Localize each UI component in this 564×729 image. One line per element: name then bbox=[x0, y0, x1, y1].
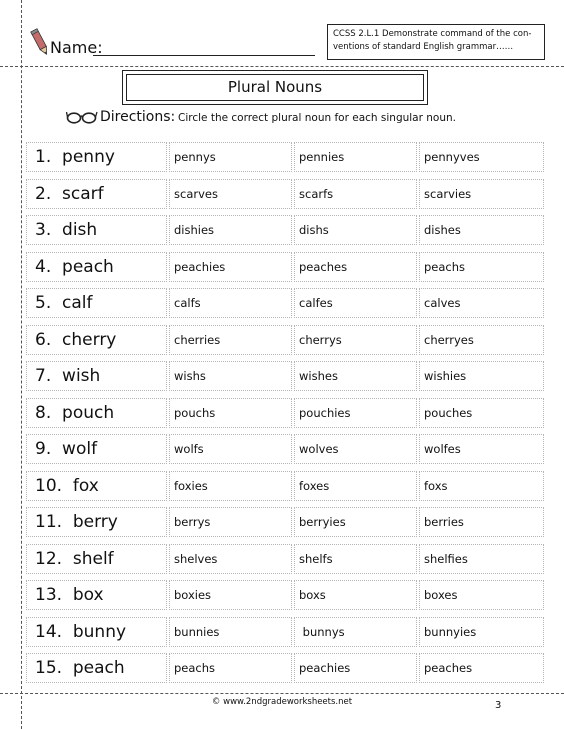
item-number: 2. bbox=[35, 183, 52, 204]
item-number: 7. bbox=[35, 366, 52, 386]
plural-choice-cell[interactable] bbox=[419, 142, 544, 172]
table-row bbox=[26, 650, 546, 687]
singular-noun-cell bbox=[26, 434, 167, 464]
table-row bbox=[26, 212, 546, 249]
plural-choice-cell[interactable] bbox=[169, 617, 292, 647]
plural-choice-cell[interactable] bbox=[294, 179, 417, 209]
plural-choice-cell[interactable] bbox=[419, 653, 544, 683]
bottom-cut-line bbox=[0, 693, 564, 694]
singular-noun-cell bbox=[26, 142, 167, 172]
top-cut-line bbox=[0, 66, 564, 67]
singular-noun-label bbox=[35, 622, 126, 642]
plural-choice-cell[interactable] bbox=[294, 398, 417, 428]
plural-choice[interactable]: foxes bbox=[299, 478, 330, 493]
singular-noun-label bbox=[35, 330, 116, 350]
plural-choice[interactable]: foxies bbox=[174, 478, 208, 493]
item-number: 9. bbox=[35, 439, 52, 459]
singular-noun: pouch bbox=[62, 402, 115, 423]
plural-choice-cell[interactable] bbox=[419, 617, 544, 647]
singular-noun-cell bbox=[26, 325, 167, 355]
plural-choice[interactable]: bunnys bbox=[299, 624, 345, 639]
plural-choice-cell[interactable] bbox=[294, 252, 417, 282]
plural-choice-cell[interactable] bbox=[419, 361, 544, 391]
item-number: 11. bbox=[35, 512, 63, 532]
ccss-standard-box bbox=[327, 24, 545, 60]
plural-choice-cell[interactable] bbox=[294, 471, 417, 501]
singular-noun-label bbox=[35, 512, 118, 532]
plural-choice[interactable]: calfs bbox=[174, 296, 201, 310]
singular-noun-cell bbox=[26, 544, 167, 574]
plural-choice[interactable]: wishs bbox=[174, 369, 206, 383]
plural-choice[interactable]: peaches bbox=[299, 259, 348, 274]
plural-choice[interactable]: scarvies bbox=[424, 186, 472, 201]
item-number: 8. bbox=[35, 402, 52, 423]
singular-noun-cell bbox=[26, 361, 167, 391]
singular-noun-label bbox=[35, 147, 115, 167]
plural-choice[interactable]: wishies bbox=[424, 369, 467, 383]
plural-choice[interactable]: bunnyies bbox=[424, 624, 477, 639]
plural-choice[interactable]: wishes bbox=[299, 369, 338, 383]
plural-choice[interactable]: boxes bbox=[424, 588, 458, 602]
plural-choice-cell[interactable] bbox=[419, 471, 544, 501]
plural-choice[interactable]: boxs bbox=[299, 588, 326, 602]
plural-choice[interactable]: wolfes bbox=[424, 442, 461, 456]
plural-choice[interactable]: berrys bbox=[174, 515, 211, 529]
item-number: 4. bbox=[35, 256, 52, 277]
plural-choice[interactable]: dishs bbox=[299, 223, 329, 237]
plural-choice-cell[interactable] bbox=[294, 288, 417, 318]
singular-noun: scarf bbox=[62, 183, 104, 204]
item-number: 13. bbox=[35, 585, 63, 605]
website-footer: © www.2ndgradeworksheets.net bbox=[211, 697, 353, 707]
item-number: 10. bbox=[35, 475, 63, 496]
plural-choice-cell[interactable] bbox=[294, 361, 417, 391]
table-row bbox=[26, 431, 546, 468]
plural-choice[interactable]: pouchies bbox=[299, 405, 351, 420]
singular-noun-cell bbox=[26, 580, 167, 610]
ccss-line-1: CCSS 2.L.1 Demonstrate command of the con- bbox=[333, 29, 532, 39]
singular-noun-cell bbox=[26, 617, 167, 647]
plural-choice-cell[interactable] bbox=[169, 252, 292, 282]
plural-choice[interactable]: bunnies bbox=[174, 624, 220, 639]
plural-choice[interactable]: scarves bbox=[174, 186, 218, 201]
item-number: 3. bbox=[35, 220, 52, 240]
table-row bbox=[26, 322, 546, 359]
singular-noun: penny bbox=[62, 147, 115, 167]
table-row bbox=[26, 614, 546, 651]
singular-noun-label bbox=[35, 184, 104, 204]
plural-choice[interactable]: dishies bbox=[174, 223, 215, 237]
page-number: 3 bbox=[495, 700, 502, 711]
title-box bbox=[122, 70, 428, 105]
plural-choice-cell[interactable] bbox=[169, 580, 292, 610]
singular-noun: dish bbox=[62, 220, 98, 240]
plural-choice[interactable]: wolfs bbox=[174, 442, 204, 456]
singular-noun: peach bbox=[72, 658, 125, 678]
plural-choice-cell[interactable] bbox=[294, 325, 417, 355]
plural-choice-cell[interactable] bbox=[419, 507, 544, 537]
singular-noun-label bbox=[35, 403, 114, 423]
singular-noun-label bbox=[35, 585, 104, 605]
plural-choice-cell[interactable] bbox=[169, 507, 292, 537]
singular-noun: bunny bbox=[72, 621, 127, 642]
singular-noun-cell bbox=[26, 215, 167, 245]
plural-choice[interactable]: calfes bbox=[299, 296, 333, 310]
item-number: 1. bbox=[35, 147, 52, 167]
plural-choice-cell[interactable] bbox=[169, 653, 292, 683]
glasses-icon bbox=[66, 110, 98, 124]
singular-noun: wolf bbox=[62, 439, 98, 459]
singular-noun-cell bbox=[26, 653, 167, 683]
plural-choice[interactable]: cherries bbox=[174, 332, 221, 347]
plural-choice[interactable]: shelfs bbox=[299, 551, 333, 566]
plural-choice[interactable]: calves bbox=[424, 296, 461, 310]
singular-noun: fox bbox=[72, 475, 99, 496]
plural-choice-cell[interactable] bbox=[294, 653, 417, 683]
plural-choice-cell[interactable] bbox=[419, 325, 544, 355]
plural-choice[interactable]: pennies bbox=[299, 150, 345, 164]
plural-choice-cell[interactable] bbox=[294, 580, 417, 610]
plural-choice[interactable]: pouches bbox=[424, 405, 473, 420]
singular-noun: calf bbox=[62, 293, 93, 313]
table-row bbox=[26, 249, 546, 286]
plural-choice[interactable]: wolves bbox=[299, 442, 339, 456]
pencil-icon bbox=[28, 28, 52, 58]
directions-label: Directions: bbox=[100, 109, 176, 125]
plural-choice[interactable]: pennys bbox=[174, 150, 216, 164]
table-row bbox=[26, 176, 546, 213]
plural-choice-cell[interactable] bbox=[169, 398, 292, 428]
item-number: 12. bbox=[35, 548, 63, 569]
singular-noun-label bbox=[35, 293, 93, 313]
plural-choice-cell[interactable] bbox=[169, 434, 292, 464]
singular-noun: berry bbox=[72, 512, 118, 532]
plural-choice-cell[interactable] bbox=[169, 142, 292, 172]
plural-noun-table bbox=[26, 139, 546, 687]
directions-text: Circle the correct plural noun for each singular noun. bbox=[178, 112, 456, 124]
singular-noun-label bbox=[35, 220, 97, 240]
plural-choice[interactable]: pennyves bbox=[424, 150, 480, 164]
plural-choice-cell[interactable] bbox=[294, 434, 417, 464]
plural-choice-cell[interactable] bbox=[169, 471, 292, 501]
plural-choice-cell[interactable] bbox=[169, 361, 292, 391]
left-cut-line bbox=[21, 0, 22, 729]
item-number: 14. bbox=[35, 621, 63, 642]
plural-choice-cell[interactable] bbox=[419, 580, 544, 610]
ccss-line-2: ventions of standard English grammar…… bbox=[333, 42, 514, 52]
plural-choice[interactable]: cherryes bbox=[424, 332, 474, 347]
singular-noun-cell bbox=[26, 398, 167, 428]
item-number: 5. bbox=[35, 293, 52, 313]
plural-choice-cell[interactable] bbox=[294, 544, 417, 574]
singular-noun-label bbox=[35, 658, 125, 678]
item-number: 15. bbox=[35, 658, 63, 678]
table-row bbox=[26, 285, 546, 322]
singular-noun-label bbox=[35, 549, 114, 569]
singular-noun-cell bbox=[26, 179, 167, 209]
singular-noun-cell bbox=[26, 252, 167, 282]
plural-choice-cell[interactable] bbox=[419, 288, 544, 318]
table-row bbox=[26, 139, 546, 176]
table-row bbox=[26, 358, 546, 395]
name-label: Name: bbox=[50, 38, 103, 57]
singular-noun-label bbox=[35, 439, 97, 459]
plural-choice-cell[interactable] bbox=[419, 544, 544, 574]
plural-choice-cell[interactable] bbox=[419, 434, 544, 464]
plural-choice[interactable]: peachs bbox=[424, 259, 466, 274]
plural-choice[interactable]: peaches bbox=[424, 661, 473, 675]
plural-choice-cell[interactable] bbox=[294, 507, 417, 537]
table-row bbox=[26, 395, 546, 432]
name-write-line bbox=[93, 55, 315, 56]
singular-noun-cell bbox=[26, 507, 167, 537]
singular-noun: shelf bbox=[72, 548, 114, 569]
plural-choice-cell[interactable] bbox=[294, 215, 417, 245]
plural-choice-cell[interactable] bbox=[169, 288, 292, 318]
singular-noun-cell bbox=[26, 288, 167, 318]
plural-choice[interactable]: dishes bbox=[424, 223, 461, 237]
plural-choice-cell[interactable] bbox=[294, 142, 417, 172]
plural-choice-cell[interactable] bbox=[169, 325, 292, 355]
singular-noun: wish bbox=[62, 366, 101, 386]
singular-noun: cherry bbox=[62, 329, 117, 350]
plural-choice-cell[interactable] bbox=[419, 215, 544, 245]
plural-choice-cell[interactable] bbox=[169, 179, 292, 209]
singular-noun: peach bbox=[62, 256, 114, 277]
plural-choice[interactable]: shelfies bbox=[424, 551, 468, 566]
singular-noun-label bbox=[35, 257, 114, 277]
plural-choice[interactable]: berryies bbox=[299, 515, 346, 529]
plural-choice[interactable]: cherrys bbox=[299, 332, 342, 347]
plural-choice[interactable]: scarfs bbox=[299, 186, 334, 201]
table-row bbox=[26, 504, 546, 541]
plural-choice[interactable]: shelves bbox=[174, 551, 218, 566]
table-row bbox=[26, 468, 546, 505]
plural-choice-cell[interactable] bbox=[419, 252, 544, 282]
plural-choice-cell[interactable] bbox=[294, 617, 417, 647]
plural-choice-cell[interactable] bbox=[419, 179, 544, 209]
plural-choice-cell[interactable] bbox=[169, 215, 292, 245]
plural-choice[interactable]: boxies bbox=[174, 588, 212, 602]
table-row bbox=[26, 577, 546, 614]
singular-noun-cell bbox=[26, 471, 167, 501]
plural-choice[interactable]: peachies bbox=[299, 661, 351, 675]
singular-noun: box bbox=[72, 585, 104, 605]
plural-choice[interactable]: peachies bbox=[174, 259, 226, 274]
page-title: Plural Nouns bbox=[126, 74, 424, 101]
plural-choice[interactable]: peachs bbox=[174, 661, 216, 675]
singular-noun-label bbox=[35, 476, 99, 496]
singular-noun-label bbox=[35, 366, 100, 386]
item-number: 6. bbox=[35, 329, 52, 350]
plural-choice-cell[interactable] bbox=[169, 544, 292, 574]
plural-choice[interactable]: berries bbox=[424, 515, 464, 529]
plural-choice[interactable]: foxs bbox=[424, 478, 448, 493]
plural-choice-cell[interactable] bbox=[419, 398, 544, 428]
plural-choice[interactable]: pouchs bbox=[174, 405, 216, 420]
table-row bbox=[26, 541, 546, 578]
